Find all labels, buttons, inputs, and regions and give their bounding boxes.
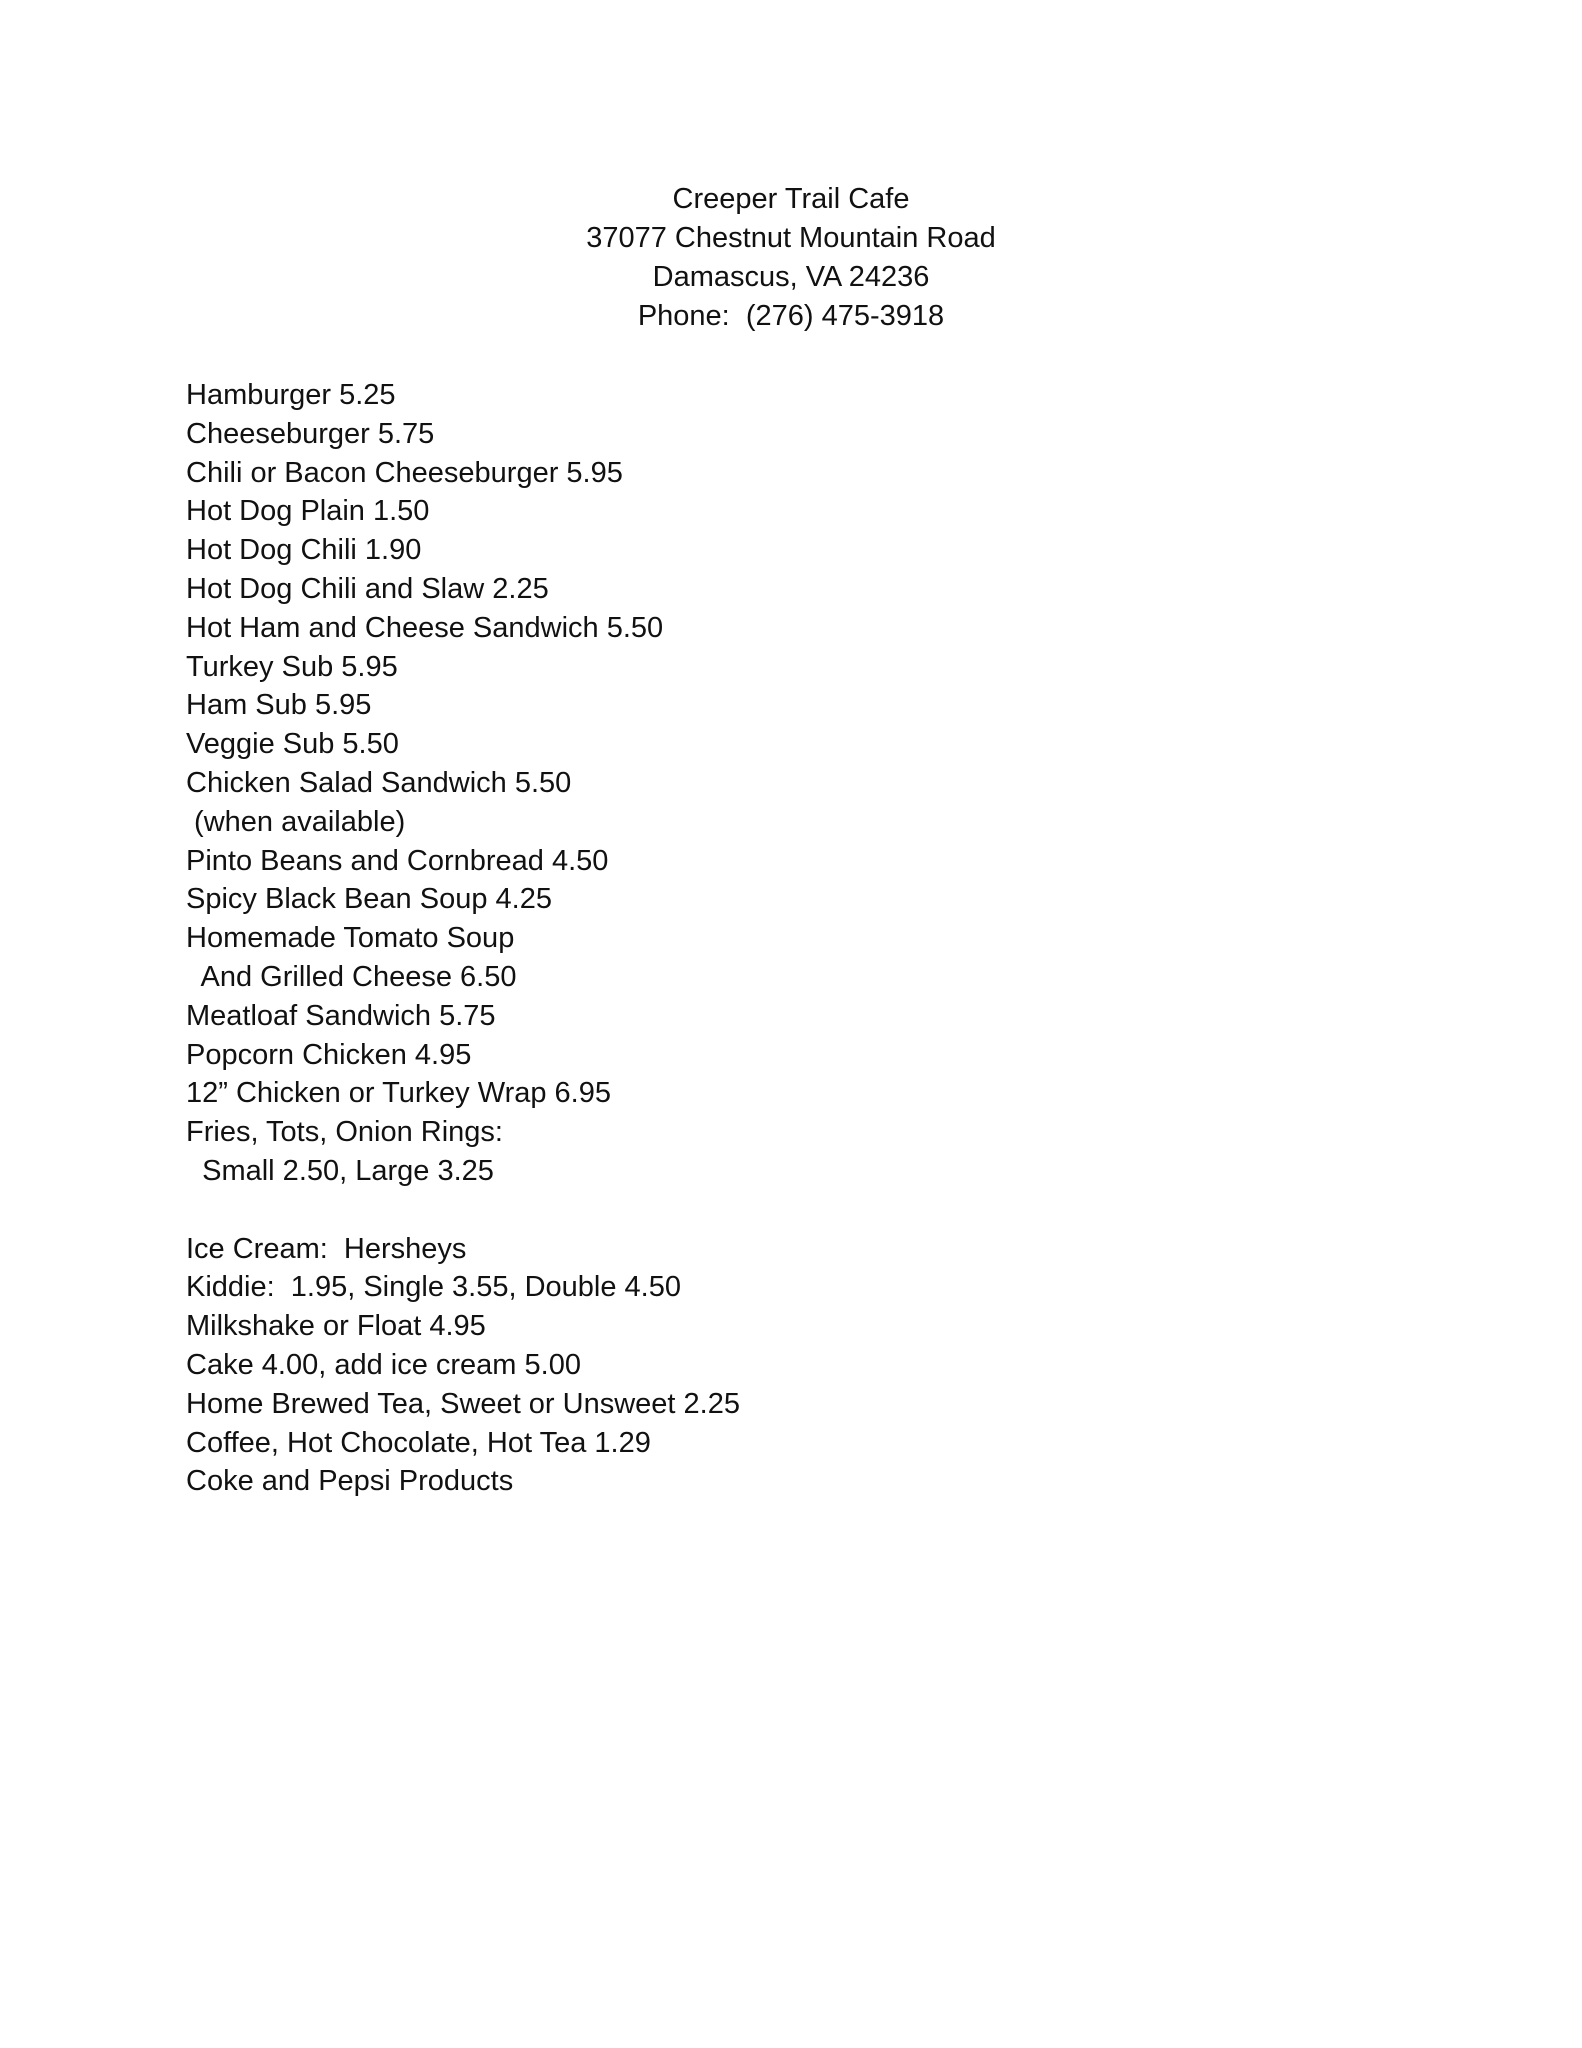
- menu-item-continuation: Small 2.50, Large 3.25: [186, 1154, 494, 1187]
- menu-item: Home Brewed Tea, Sweet or Unsweet 2.25: [186, 1387, 740, 1420]
- menu-item: Ham Sub 5.95: [186, 689, 372, 722]
- menu-list: [186, 376, 740, 1501]
- menu-item: Kiddie: 1.95, Single 3.55, Double 4.50: [186, 1271, 681, 1304]
- section-spacer: [186, 1191, 740, 1230]
- menu-item-note: (when available): [186, 805, 406, 838]
- menu-item: Chili or Bacon Cheeseburger 5.95: [186, 456, 623, 489]
- cafe-header: [0, 180, 1582, 336]
- menu-item: Ice Cream: Hersheys: [186, 1232, 467, 1265]
- menu-item-continuation: And Grilled Cheese 6.50: [186, 960, 517, 993]
- menu-item: Popcorn Chicken 4.95: [186, 1038, 472, 1071]
- menu-item: Hamburger 5.25: [186, 379, 396, 411]
- menu-item: Hot Dog Chili 1.90: [186, 534, 422, 567]
- menu-item: Homemade Tomato Soup: [186, 922, 515, 955]
- menu-item: Hot Ham and Cheese Sandwich 5.50: [186, 611, 664, 644]
- menu-item: Cheeseburger 5.75: [186, 417, 435, 450]
- menu-item: Chicken Salad Sandwich 5.50: [186, 766, 572, 799]
- menu-item: Spicy Black Bean Soup 4.25: [186, 883, 552, 916]
- menu-item: Turkey Sub 5.95: [186, 650, 398, 683]
- menu-item: Cake 4.00, add ice cream 5.00: [186, 1348, 581, 1381]
- menu-item: Fries, Tots, Onion Rings:: [186, 1116, 503, 1149]
- menu-item: Veggie Sub 5.50: [186, 728, 399, 761]
- menu-item: Hot Dog Plain 1.50: [186, 495, 430, 528]
- menu-item: Pinto Beans and Cornbread 4.50: [186, 844, 609, 877]
- menu-item: Meatloaf Sandwich 5.75: [186, 999, 496, 1032]
- menu-item: Milkshake or Float 4.95: [186, 1310, 486, 1343]
- cafe-name: Creeper Trail Cafe: [672, 183, 910, 215]
- menu-item: Coke and Pepsi Products: [186, 1465, 514, 1498]
- menu-item: Hot Dog Chili and Slaw 2.25: [186, 572, 549, 605]
- cafe-city: Damascus, VA 24236: [652, 261, 930, 293]
- menu-item: Coffee, Hot Chocolate, Hot Tea 1.29: [186, 1426, 651, 1459]
- cafe-phone: Phone: (276) 475-3918: [637, 300, 945, 332]
- cafe-address: 37077 Chestnut Mountain Road: [586, 222, 996, 254]
- menu-item: 12” Chicken or Turkey Wrap 6.95: [186, 1077, 611, 1110]
